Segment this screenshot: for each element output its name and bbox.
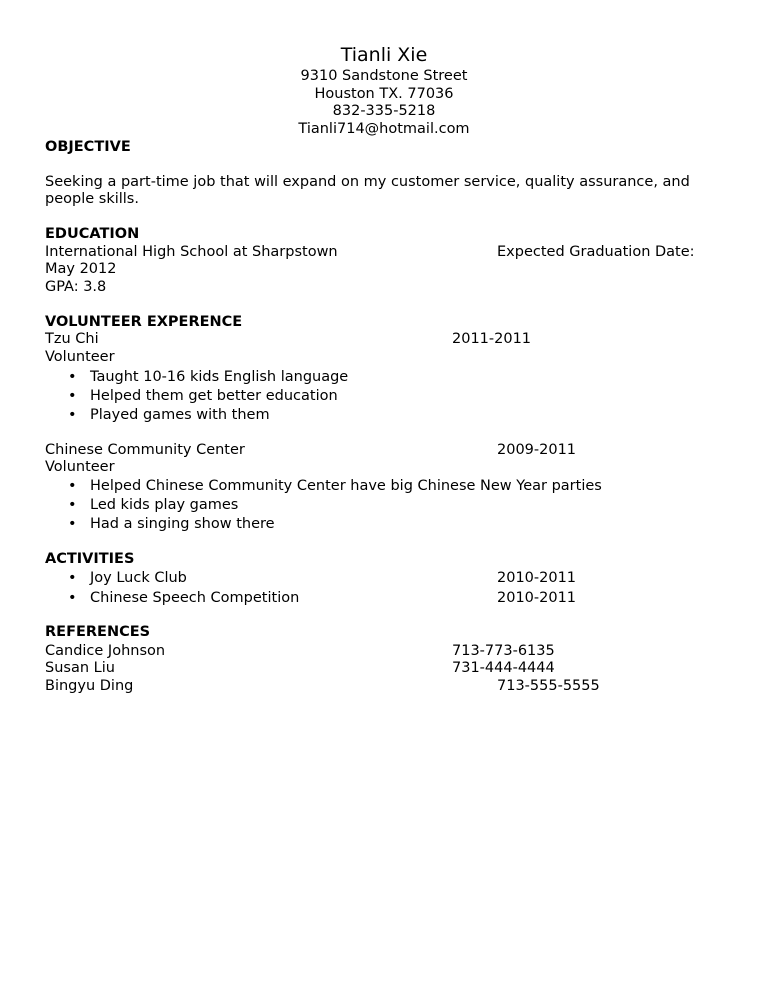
reference-name: Candice Johnson <box>45 643 166 659</box>
address-street: 9310 Sandstone Street <box>300 68 468 84</box>
reference-name: Susan Liu <box>45 660 115 676</box>
school-name: International High School at Sharpstown <box>45 244 338 260</box>
list-item: • Helped Chinese Community Center have big Chinese New Year parties <box>90 478 602 495</box>
phone-number: 832-335-5218 <box>332 103 436 119</box>
list-item: • Chinese Speech Competition <box>90 590 299 607</box>
graduation-label: Expected Graduation Date: <box>497 244 695 260</box>
list-item: • Helped them get better education <box>90 388 338 405</box>
volunteer-org: Tzu Chi <box>45 331 99 347</box>
activity-years: 2010-2011 <box>497 570 577 586</box>
gpa: GPA: 3.8 <box>45 279 107 295</box>
address-city: Houston TX. 77036 <box>314 86 454 102</box>
email-address: Tianli714@hotmail.com <box>298 121 470 137</box>
volunteer-years: 2009-2011 <box>497 442 577 458</box>
reference-name: Bingyu Ding <box>45 678 134 694</box>
objective-heading: OBJECTIVE <box>45 139 131 155</box>
reference-phone: 713-773-6135 <box>452 643 555 659</box>
list-item: • Led kids play games <box>90 497 238 514</box>
activity-years: 2010-2011 <box>497 590 577 606</box>
volunteer-years: 2011-2011 <box>452 331 532 347</box>
reference-phone: 731-444-4444 <box>452 660 555 676</box>
objective-text-line2: people skills. <box>45 191 139 207</box>
graduation-date: May 2012 <box>45 261 117 277</box>
list-item: • Played games with them <box>90 407 270 424</box>
applicant-name: Tianli Xie <box>340 44 428 66</box>
references-heading: REFERENCES <box>45 624 151 640</box>
volunteer-role: Volunteer <box>45 459 115 475</box>
list-item: • Joy Luck Club <box>90 570 187 587</box>
volunteer-heading: VOLUNTEER EXPERENCE <box>45 314 243 330</box>
objective-text-line1: Seeking a part-time job that will expand on my customer service, quality assurance, and <box>45 174 690 190</box>
list-item: • Taught 10-16 kids English language <box>90 369 348 386</box>
activities-heading: ACTIVITIES <box>45 551 135 567</box>
reference-phone: 713-555-5555 <box>497 678 600 694</box>
volunteer-role: Volunteer <box>45 349 115 365</box>
education-heading: EDUCATION <box>45 226 140 242</box>
list-item: • Had a singing show there <box>90 516 275 533</box>
volunteer-org: Chinese Community Center <box>45 442 245 458</box>
